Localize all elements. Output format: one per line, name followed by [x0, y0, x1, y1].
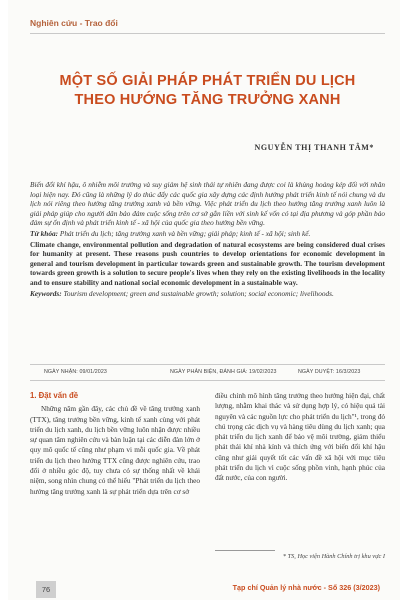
abstract-vietnamese: Biến đổi khí hậu, ô nhiễm môi trường và suy giảm hệ sinh thái tự nhiên đang được coi là khủng hoảng kép đối với nhân loại hiện nay. Đó cũng là những lý do thúc đẩy các quốc gia xây dựng các định hướng phát triển kinh tế nói chung và du lịch nói riêng theo hướng tăng trưởng xanh và bền vững. Việc phát triển du lịch theo hướng tăng trưởng xanh luôn là giải pháp giúp cho người dân bảo đảm cuộc sống trên cơ sở gắn liền với sinh kế vốn có tại địa phương và góp phần bảo đảm sự ổn định và phát triển kinh tế - xã hội của quốc gia theo hướng bền vững. [30, 180, 385, 228]
keywords-vi-text: Phát triển du lịch; tăng trưởng xanh và bền vững; giải pháp; kinh tế - xã hội; sinh kế. [58, 228, 311, 238]
dates-divider-top [30, 364, 385, 365]
document-page [8, 0, 400, 600]
body-paragraph-right: điều chỉnh mô hình tăng trưởng theo hướng hiện đại, chất lượng, nhằm khai thác và sử dụng hợp lý, có hiệu quả tài nguyên và các nguồn lực cho phát triển du lịch"¹, trong đó chú trọng các dịch vụ và hàng tiêu dùng du lịch xanh; qua phát triển du lịch xanh để bảo vệ môi trường, giảm thiểu phát thải khí nhà kính và thích ứng với biến đổi khí hậu cũng như giải quyết tốt các vấn đề xã hội với mục tiêu phát triển du lịch vì cuộc sống phồn vinh, hạnh phúc của đất nước, của con người. [215, 391, 386, 483]
dates-divider-bottom [30, 380, 385, 381]
keywords-vietnamese [30, 229, 385, 239]
abstract-block [30, 180, 385, 299]
date-approved: NGÀY DUYỆT: 16/3/2023 [298, 369, 361, 375]
body-paragraph-left: Những năm gần đây, các chủ đề về tăng trưởng xanh (TTX), tăng trưởng bền vững, kinh tế xanh cùng với phát triển du lịch xanh, du lịch bền vững luôn nhận được nhiều sự quan tâm nghiên cứu và bàn luận tại các diễn đàn lớn ở quy mô quốc tế cũng như phạm vi mỗi quốc gia. Về phát triển du lịch theo hướng TTX cũng được nghiên cứu, trao đổi ở nhiều góc độ, tuy chưa có sự thống nhất về khái niệm, song nhìn chung có thể hiểu "Phát triển du lịch theo hướng tăng trưởng xanh là sự phát triển dựa trên cơ sở [30, 404, 200, 496]
author-footnote: * TS, Học viện Hành Chính trị khu vực I [282, 553, 385, 560]
title-line-2: THEO HƯỚNG TĂNG TRƯỞNG XANH [74, 92, 341, 108]
keywords-en-text: Tourism development; green and sustainable growth; solution; social economic; livelihoods. [61, 288, 334, 298]
section-tag: Nghiên cứu - Trao đổi [30, 18, 118, 28]
title-line-1: MỘT SỐ GIẢI PHÁP PHÁT TRIỂN DU LỊCH [59, 73, 356, 89]
page-number: 76 [36, 581, 56, 598]
keywords-vi-label: Từ khóa: [30, 228, 59, 238]
journal-citation: Tạp chí Quản lý nhà nước - Số 326 (3/2023) [232, 583, 380, 592]
abstract-english: Climate change, environmental pollution and degradation of natural ecosystems are being considered dual crises for humanity at present. These reasons push countries to develop orientations for economic development in general and tourism development in particular towards green and sustainable growth. The tourism development towards green growth is a solution to secure people's lives when they rely on the existing livelihoods in the locality and to ensure stability and national social economic development in a sustainable way. [30, 239, 385, 287]
keywords-en-label: Keywords: [30, 288, 62, 298]
author-name: NGUYỄN THỊ THANH TÂM* [254, 143, 374, 152]
section-heading: 1. Đặt vấn đề [30, 391, 79, 400]
date-reviewed: NGÀY PHẢN BIỆN, ĐÁNH GIÁ: 19/02/2023 [170, 369, 277, 375]
body-column-right [215, 391, 385, 484]
date-received: NGÀY NHẬN: 09/01/2023 [44, 369, 107, 375]
article-title [30, 72, 385, 110]
body-column-left [30, 391, 200, 497]
keywords-english [30, 289, 385, 299]
footnote-divider [215, 550, 275, 551]
header-divider [30, 33, 385, 34]
